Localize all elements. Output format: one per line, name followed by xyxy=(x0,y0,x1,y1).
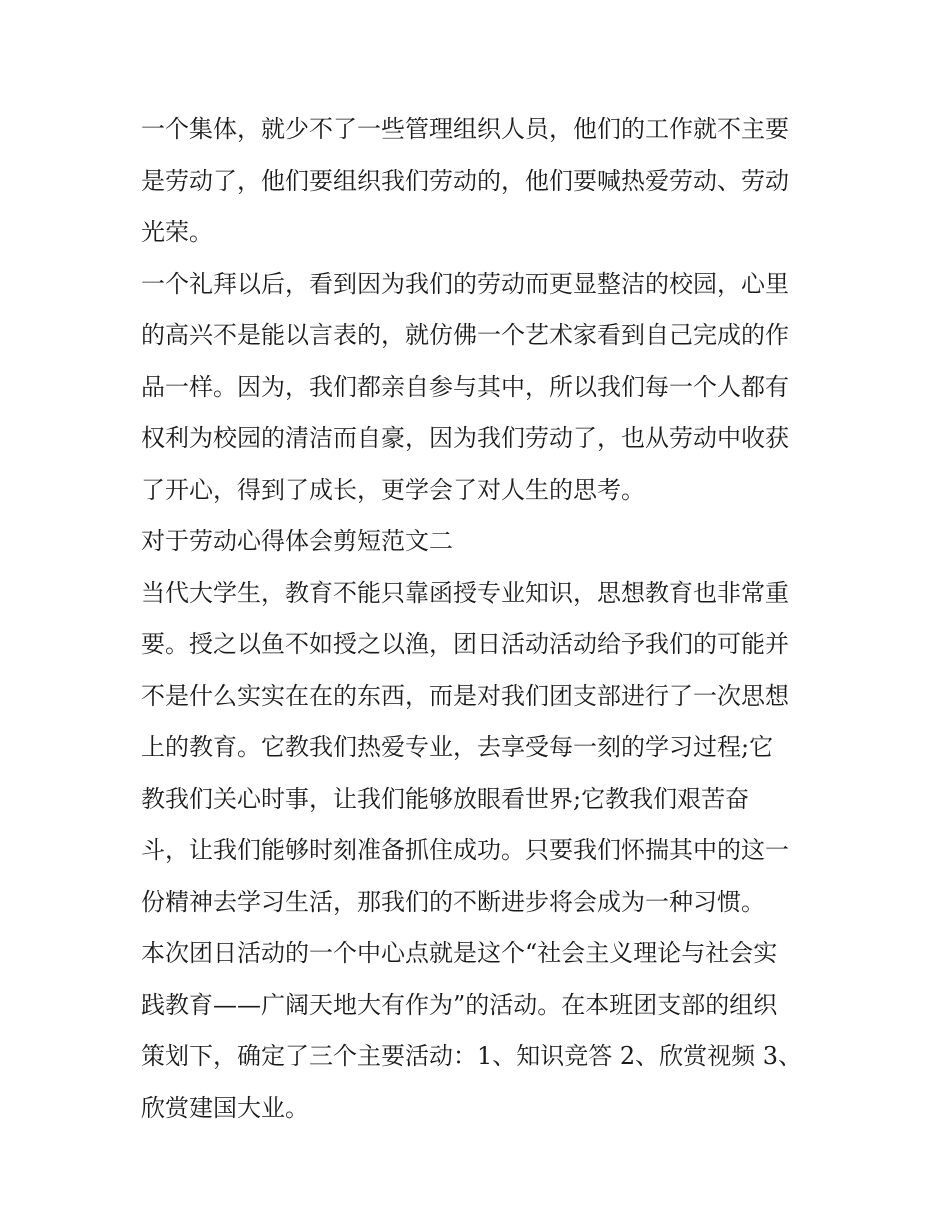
text-line: 权利为校园的清洁而自豪，因为我们劳动了，也从劳动中收获 xyxy=(141,424,789,452)
text-line: 教我们关心时事，让我们能够放眼看世界;它教我们艰苦奋 xyxy=(141,784,750,813)
paragraph-university-education xyxy=(141,568,813,929)
text-line: 策划下，确定了三个主要活动：1、知识竞答 2、欣赏视频 3、 xyxy=(141,1042,803,1070)
text-line: 了开心，得到了成长，更学会了对人生的思考。 xyxy=(141,475,645,504)
text-line: 是劳动了，他们要组织我们劳动的，他们要喊热爱劳动、劳动 xyxy=(141,166,789,195)
text-line: 品一样。因为，我们都亲自参与其中，所以我们每一个人都有 xyxy=(141,372,789,401)
paragraph-league-activity xyxy=(141,928,813,1134)
text-line: 践教育——广阔天地大有作为”的活动。在本班团支部的组织 xyxy=(141,990,778,1019)
heading-line: 对于劳动心得体会剪短范文二 xyxy=(141,527,453,555)
paragraph-campus-cleaning xyxy=(141,259,813,517)
text-line: 的高兴不是能以言表的，就仿佛一个艺术家看到自己完成的作 xyxy=(141,321,789,349)
text-line: 不是什么实实在在的东西，而是对我们团支部进行了一次思想 xyxy=(141,681,789,710)
text-line: 欣赏建国大业。 xyxy=(141,1093,309,1122)
section-heading xyxy=(141,516,813,568)
text-line: 斗，让我们能够时刻准备抓住成功。只要我们怀揣其中的这一 xyxy=(141,836,789,864)
text-line: 一个礼拜以后，看到因为我们的劳动而更显整洁的校园，心里 xyxy=(141,269,789,298)
paragraph-collective-management xyxy=(141,104,813,259)
text-line: 要。授之以鱼不如授之以渔，团日活动活动给予我们的可能并 xyxy=(141,630,789,658)
text-line: 一个集体，就少不了一些管理组织人员，他们的工作就不主要 xyxy=(141,115,789,143)
text-line: 份精神去学习生活，那我们的不断进步将会成为一种习惯。 xyxy=(141,887,765,916)
document-body xyxy=(141,104,813,1134)
text-line: 本次团日活动的一个中心点就是这个“社会主义理论与社会实 xyxy=(141,939,778,967)
text-line: 上的教育。它教我们热爱专业，去享受每一刻的学习过程;它 xyxy=(141,733,774,761)
text-line: 光荣。 xyxy=(141,218,213,246)
text-line: 当代大学生，教育不能只靠函授专业知识，思想教育也非常重 xyxy=(141,578,789,607)
